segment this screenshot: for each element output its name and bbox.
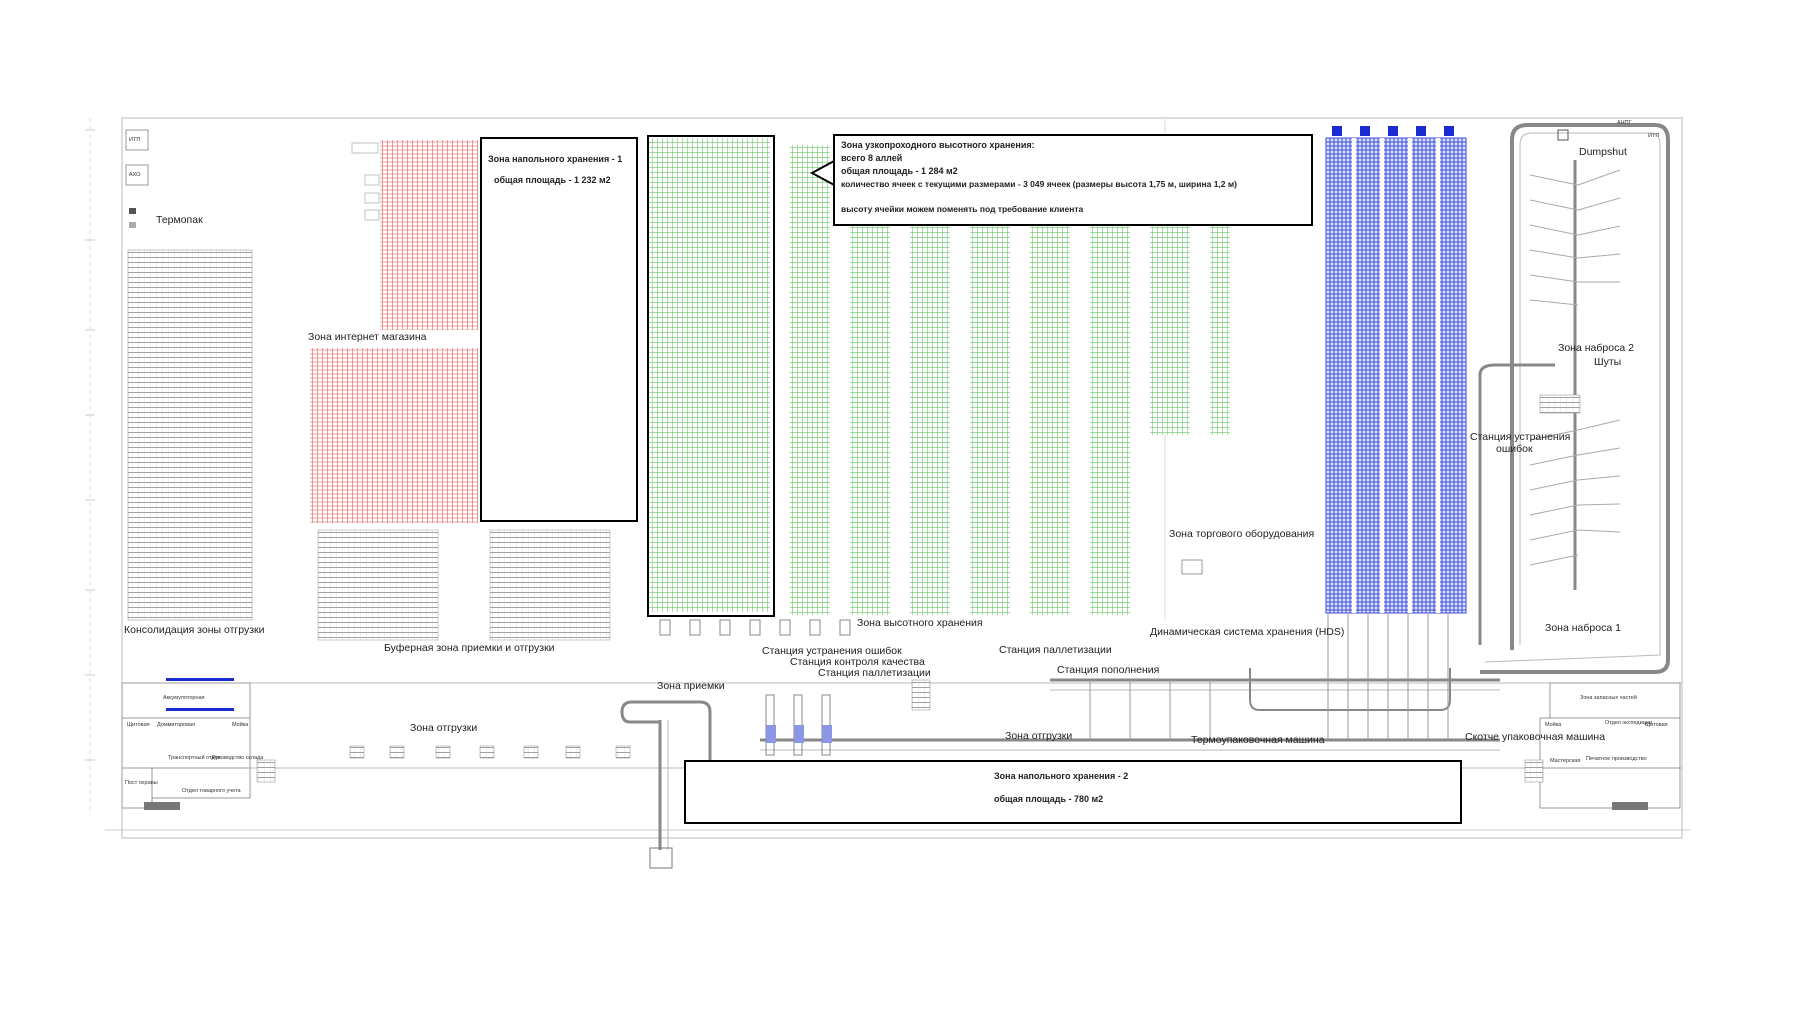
narrow-height-note: высоту ячейки можем поменять под требование клиента [841, 203, 1084, 214]
internet-shop-zone-label: Зона интернет магазина [308, 331, 427, 343]
floor1-title: Зона напольного хранения - 1 [488, 154, 623, 164]
narrow-title: Зона узкопроходного высотного хранения: [841, 140, 1035, 150]
floor-storage-zone-1 [480, 137, 638, 522]
shield-room-left-label: Щитовая [127, 722, 150, 728]
pallet-station-right-label: Станция паллетизации [999, 644, 1112, 656]
narrow-area: общая площадь - 1 284 м2 [841, 166, 958, 176]
print-production-label: Печатное производство [1586, 756, 1647, 762]
shipping-zone-right-label: Зона отгрузки [1005, 730, 1073, 742]
dumpshut-label: Dumpshut [1579, 146, 1627, 158]
floor2-title: Зона напольного хранения - 2 [994, 771, 1129, 781]
quality-station-label: Станция контроля качества [790, 656, 925, 668]
high-rack-zone-label: Зона высотного хранения [857, 617, 983, 629]
washroom-right-label: Мойка [1545, 722, 1562, 728]
thermopak-label: Термопак [156, 214, 203, 226]
narrow-cells: количество ячеек с текущими размерами - 3 049 ячеек (размеры высота 1,75 м, ширина 1,2 м) [841, 179, 1237, 189]
thermo-machine-label: Термоупаковочная машина [1191, 734, 1325, 746]
accumulator-room-label: Аккумуляторная [163, 695, 205, 701]
replenish-station-label: Станция пополнения [1057, 664, 1160, 676]
high-rack-frame [647, 135, 775, 617]
inventory-dept-label: Отдел товарного учета [182, 788, 241, 794]
receiving-zone-label: Зона приемки [657, 680, 725, 692]
floor2-area: общая площадь - 780 м2 [994, 794, 1104, 804]
spare-parts-label: Зона запасных частей [1580, 695, 1637, 701]
consolidation-label: Консолидация зоны отгрузки [124, 624, 265, 636]
dormitory-room-label: Доммиторовая [157, 722, 196, 728]
shipping-zone-left-label: Зона отгрузки [410, 722, 478, 734]
error-station-right-label-1: Станция устранения [1470, 431, 1571, 443]
narrow-aisle-zone-info [833, 134, 1313, 226]
error-station-left-label: Станция устранения ошибок [762, 645, 902, 657]
error-station-right-label-2: ошибок [1496, 443, 1533, 455]
itp-left-label: ИТП [129, 137, 141, 143]
tape-machine-label: Скотче упаковочная машина [1465, 731, 1606, 743]
trade-equipment-zone-label: Зона торгового оборудования [1169, 528, 1315, 540]
feed-zone-1-label: Зона наброса 1 [1545, 622, 1621, 634]
itp-right-label: ИТП [1648, 133, 1660, 139]
washroom-left-label: Мойка [232, 722, 249, 728]
floor1-area: общая площадь - 1 232 м2 [494, 175, 611, 185]
buffer-zone-label: Буферная зона приемки и отгрузки [384, 642, 555, 654]
ahu-label: АХО [129, 172, 141, 178]
narrow-aisles: всего 8 аллей [841, 153, 903, 163]
expedition-dept-label: Отдел экспедиции [1605, 720, 1652, 726]
guard-post-label: Пост охраны [125, 780, 158, 786]
feed-zone-2-label: Зона наброса 2 [1558, 342, 1634, 354]
workshop-label: Мастерская [1550, 758, 1581, 764]
agv-label: АНПГ [1617, 120, 1632, 126]
shield-room-right-label: Щитовая [1645, 722, 1668, 728]
pallet-station-left-label: Станция паллетизации [818, 667, 931, 679]
transport-dept-label: Транспортный отдел [168, 755, 221, 761]
floor-storage-zone-2 [684, 760, 1462, 824]
hds-label: Динамическая система хранения (HDS) [1150, 626, 1345, 638]
supervisors-label: Руководство склада [212, 755, 264, 761]
chutes-label: Шуты [1594, 356, 1622, 368]
